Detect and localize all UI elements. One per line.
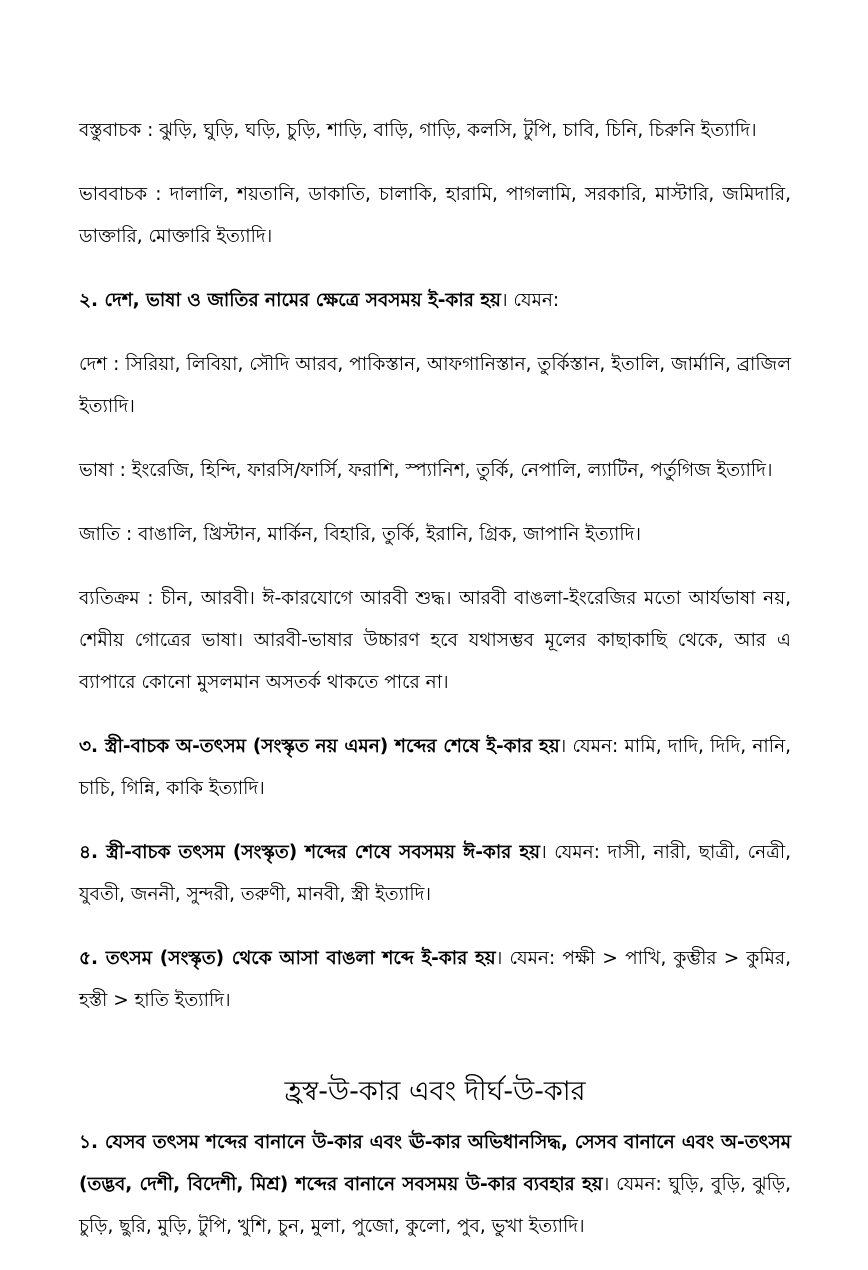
paragraph-text: জাতি : বাঙালি, খ্রিস্টান, মার্কিন, বিহারি, তুর্কি, ইরানি, গ্রিক, জাপানি ইত্যাদি। xyxy=(79,524,642,545)
paragraph-text: দেশ : সিরিয়া, লিবিয়া, সৌদি আরব, পাকিস্তান, আফগানিস্তান, তুর্কিস্তান, ইতালি, জার্মানি, ব্রাজিল ইত্যাদি। xyxy=(79,354,791,417)
paragraph-text: ভাষা : ইংরেজি, হিন্দি, ফারসি/ফার্সি, ফরাশি, স্প্যানিশ, তুর্কি, নেপালি, ল্যাটিন, পর্তুগিজ ইত্যাদি। xyxy=(79,460,773,481)
paragraph-abstract-nouns xyxy=(79,174,791,258)
paragraph-object-nouns xyxy=(79,110,791,152)
paragraph-exception xyxy=(79,578,791,704)
paragraph-rule-3 xyxy=(79,726,791,810)
paragraph-text: । যেমন: মামি, দাদি, দিদি, নানি, চাচি, গিন্নি, কাকি ইত্যাদি। xyxy=(79,736,791,799)
rule-bold-text: ১. যেসব তৎসম শব্দের বানানে উ-কার এবং ঊ-কার অভিধানসিদ্ধ, সেসব বানানে এবং অ-তৎসম (তদ্ভব, দেশী, বিদেশী, মিশ্র) শব্দের বানানে সবসময় উ-কার ব্যবহার হয় xyxy=(79,1132,791,1195)
paragraph-u-kar-rule-1 xyxy=(79,1122,791,1248)
paragraph-text: । যেমন: xyxy=(500,290,560,311)
paragraph-text: । যেমন: পক্ষী > পাখি, কুম্ভীর > কুমির, হস্তী > হাতি ইত্যাদি। xyxy=(79,948,791,1011)
paragraph-countries xyxy=(79,344,791,428)
paragraph-text: ব্যতিক্রম : চীন, আরবী। ঈ-কারযোগে আরবী শুদ্ধ। আরবী বাঙলা-ইংরেজির মতো আর্যভাষা নয়, শেমীয় গোত্রের ভাষা। আরবী-ভাষার উচ্চারণ হবে যথাসম্ভব মূলের কাছাকাছি থেকে, আর এ ব্যাপারে কোনো মুসলমান অসতর্ক থাকতে পারে না। xyxy=(79,588,791,693)
rule-bold-text: ৫. তৎসম (সংস্কৃত) থেকে আসা বাঙলা শব্দে ই-কার হয় xyxy=(79,948,496,969)
rule-bold-text: ৪. স্ত্রী-বাচক তৎসম (সংস্কৃত) শব্দের শেষে সবসময় ঈ-কার হয় xyxy=(79,842,541,863)
paragraph-text: । যেমন: দাসী, নারী, ছাত্রী, নেত্রী, যুবতী, জননী, সুন্দরী, তরুণী, মানবী, স্ত্রী ইত্যাদি। xyxy=(79,842,791,905)
paragraph-rule-4 xyxy=(79,832,791,916)
paragraph-text: । যেমন: ঘুড়ি, বুড়ি, ঝুড়ি, চুড়ি, ছুরি, মুড়ি, টুপি, খুশি, চুন, মুলা, পুজো, কুলো, পুব, ভুখা ইত্যাদি। xyxy=(79,1174,791,1237)
paragraph-rule-2 xyxy=(79,280,791,322)
rule-bold-text: ৩. স্ত্রী-বাচক অ-তৎসম (সংস্কৃত নয় এমন) শব্দের শেষে ই-কার হয় xyxy=(79,736,560,757)
rule-bold-text: ২. দেশ, ভাষা ও জাতির নামের ক্ষেত্রে সবসময় ই-কার হয় xyxy=(79,290,501,311)
paragraph-rule-5 xyxy=(79,938,791,1022)
section-heading: হ্রস্ব-উ-কার এবং দীর্ঘ-উ-কার xyxy=(284,1076,586,1107)
paragraph-nations xyxy=(79,514,791,556)
paragraph-text: ভাববাচক : দালালি, শয়তানি, ডাকাতি, চালাকি, হারামি, পাগলামি, সরকারি, মাস্টারি, জমিদারি, ডাক্তারি, মোক্তারি ইত্যাদি। xyxy=(79,184,791,247)
document-page xyxy=(79,110,791,1270)
paragraph-languages xyxy=(79,450,791,492)
paragraph-text: বস্তুবাচক : ঝুড়ি, ঘুড়ি, ঘড়ি, চুড়ি, শাড়ি, বাড়ি, গাড়ি, কলসি, টুপি, চাবি, চিনি, চিরুনি ইত্যাদি। xyxy=(79,120,757,141)
